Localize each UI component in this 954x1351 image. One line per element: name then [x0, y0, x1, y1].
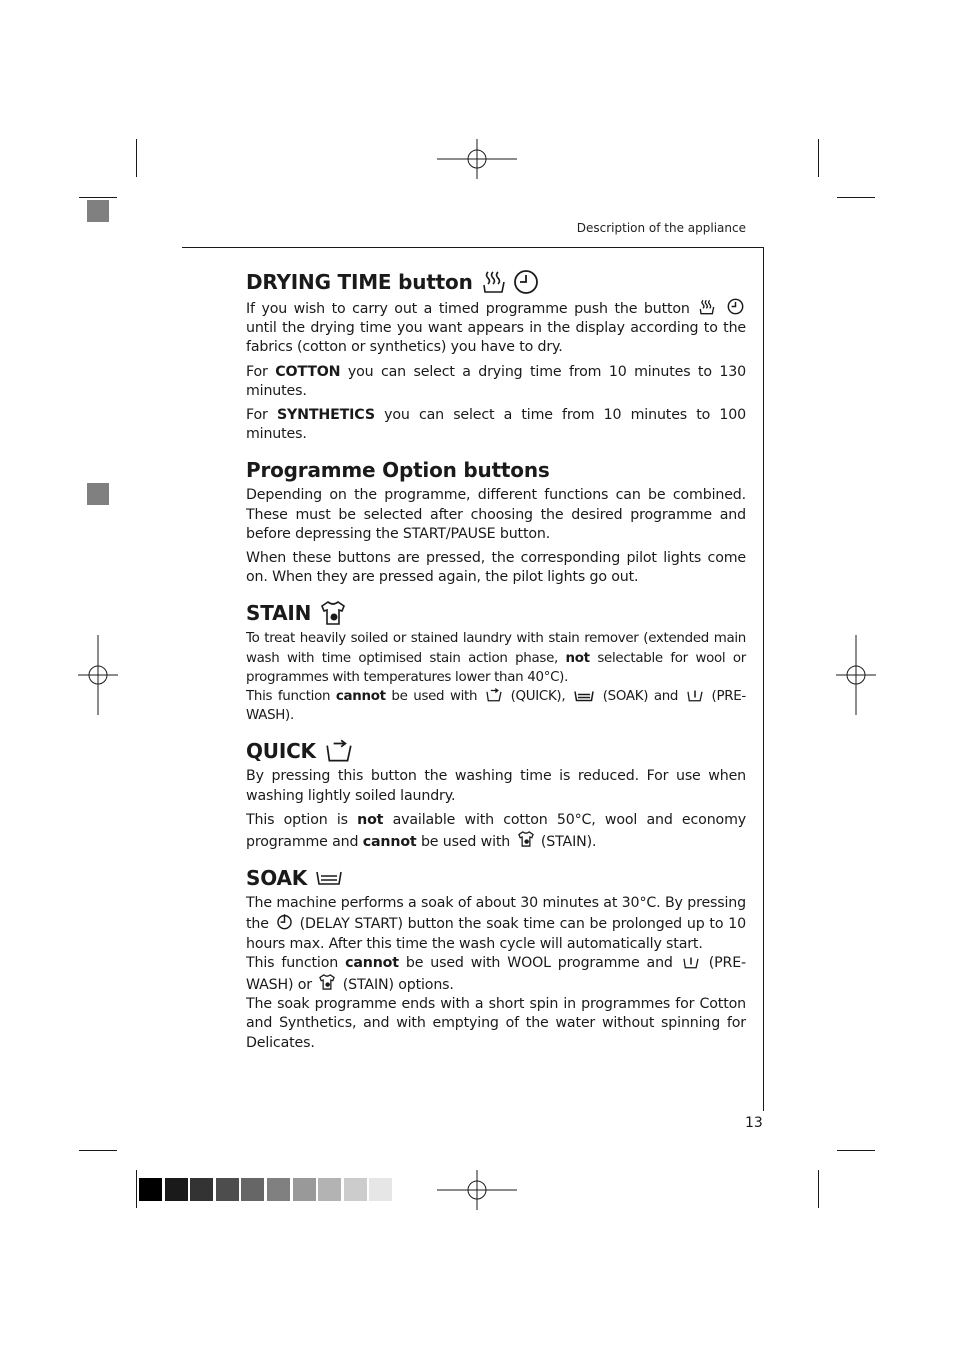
stain-section	[246, 597, 746, 725]
soak-title: SOAK	[246, 866, 308, 891]
crop-mark	[837, 1150, 875, 1151]
calibration-swatch	[318, 1178, 341, 1201]
page-frame-right	[763, 247, 764, 1111]
margin-marker-square	[87, 200, 109, 222]
quick-title: QUICK	[246, 739, 316, 764]
main-content	[246, 266, 746, 1053]
options-paragraph-2: When these buttons are pressed, the corresponding pilot lights come on. When they are pressed again, the pilot lights go out.	[246, 550, 746, 586]
stain-shirt-icon	[318, 973, 336, 991]
soak-paragraph-1: The machine performs a soak of about 30 minutes at 30°C. By pressing the (DELAY START) button the soak time can be prolonged up to 10 hours max. After this time the wash cycle will automatically start.	[246, 895, 746, 952]
crop-mark	[818, 1170, 819, 1208]
programme-options-heading: Programme Option buttons	[246, 458, 550, 483]
programme-options-section	[246, 454, 746, 587]
crop-mark	[79, 197, 117, 198]
stain-title: STAIN	[246, 601, 312, 626]
calibration-swatch	[344, 1178, 367, 1201]
soak-icon	[315, 869, 343, 887]
clock-icon	[513, 269, 539, 295]
quick-icon	[324, 739, 354, 763]
calibration-swatch	[190, 1178, 213, 1201]
stain-paragraph-2: This function cannot be used with (QUICK), (SOAK) and (PRE-WASH).	[246, 689, 746, 724]
crop-mark	[79, 1150, 117, 1151]
registration-mark-bottom	[437, 1170, 517, 1210]
prewash-icon	[686, 688, 704, 702]
running-header: Description of the appliance	[576, 221, 746, 235]
drying-heat-icon	[481, 270, 507, 294]
soak-heading	[246, 862, 746, 894]
margin-marker-square	[87, 483, 109, 505]
drying-paragraph-cotton: For COTTON you can select a drying time from 10 minutes to 130 minutes.	[246, 363, 746, 399]
crop-mark	[136, 139, 137, 177]
quick-icon	[485, 688, 503, 702]
calibration-swatch	[216, 1178, 239, 1201]
quick-paragraph-1: By pressing this button the washing time is reduced. For use when washing lightly soiled laundry.	[246, 768, 746, 804]
quick-section	[246, 735, 746, 852]
registration-mark-top	[437, 139, 517, 179]
crop-mark	[818, 139, 819, 177]
prewash-icon	[682, 955, 700, 969]
soak-paragraph-3: The soak programme ends with a short spin in programmes for Cotton and Synthetics, and with emptying of the water without spinning for Delicates.	[246, 996, 746, 1051]
drying-heat-icon	[698, 299, 716, 315]
drying-paragraph-1: If you wish to carry out a timed programme push the button until the drying time you want appears in the display according to the fabrics (cotton or synthetics) you have to dry.	[246, 298, 746, 358]
options-paragraph-1: Depending on the programme, different functions can be combined. These must be selected after choosing the desired programme and before depressing the START/PAUSE button.	[246, 487, 746, 542]
page-number: 13	[745, 1115, 763, 1131]
registration-mark-left	[78, 635, 118, 715]
calibration-swatch	[267, 1178, 290, 1201]
registration-mark-right	[836, 635, 876, 715]
quick-heading	[246, 735, 746, 767]
quick-paragraph-2: This option is not available with cotton 50°C, wool and economy programme and cannot be used with (STAIN).	[246, 811, 746, 851]
crop-mark	[837, 197, 875, 198]
calibration-swatch	[293, 1178, 316, 1201]
soak-paragraph-2: This function cannot be used with WOOL programme and (PRE-WASH) or (STAIN) options.	[246, 954, 746, 994]
drying-time-title: DRYING TIME button	[246, 270, 473, 294]
calibration-swatch	[139, 1178, 162, 1201]
calibration-swatch	[369, 1178, 392, 1201]
drying-paragraph-synthetics: For SYNTHETICS you can select a time from 10 minutes to 100 minutes.	[246, 407, 746, 443]
crop-mark	[136, 1170, 137, 1208]
delay-start-icon	[276, 913, 293, 930]
calibration-swatch	[241, 1178, 264, 1201]
clock-icon	[727, 298, 744, 315]
calibration-swatch	[165, 1178, 188, 1201]
stain-shirt-icon	[517, 830, 535, 848]
stain-shirt-icon	[319, 599, 347, 627]
stain-paragraph-1: To treat heavily soiled or stained laundry with stain remover (extended main wash with time optimised stain action phase, not selectable for wool or programmes with temperatures lower than 40°C).	[246, 631, 746, 685]
drying-time-heading	[246, 266, 746, 298]
soak-icon	[573, 690, 595, 702]
soak-section	[246, 862, 746, 1053]
stain-heading	[246, 597, 746, 629]
drying-time-section	[246, 266, 746, 444]
header-rule	[182, 247, 764, 248]
